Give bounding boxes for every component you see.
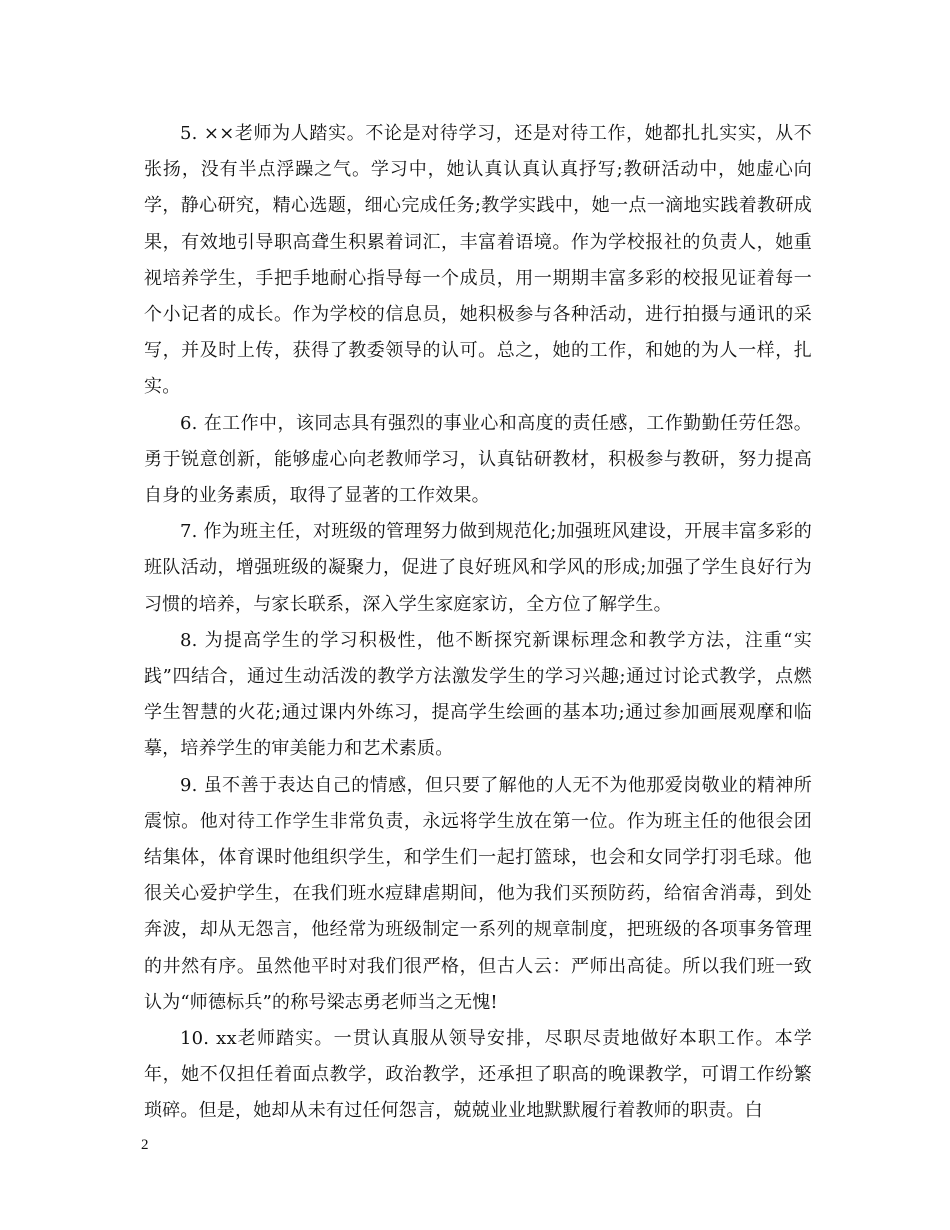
paragraph-8: 8. 为提高学生的学习积极性，他不断探究新课标理念和教学方法，注重“实践”四结合，通过生动活泼的教学方法激发学生的学习兴趣;通过讨论式教学，点燃学生智慧的火花;通过课内外练习，提高学生绘画的基本功;通过参加画展观摩和临摹，培养学生的审美能力和艺术素质。 — [144, 629, 812, 760]
paragraph-9: 9. 虽不善于表达自己的情感，但只要了解他的人无不为他那爱岗敬业的精神所震惊。他对待工作学生非常负责，永远将学生放在第一位。作为班主任的他很会团结集体，体育课时他组织学生，和学生们一起打篮球，也会和女同学打羽毛球。他很关心爱护学生，在我们班水痘肆虐期间，他为我们买预防药，给宿舍消毒，到处奔波，却从无怨言，他经常为班级制定一系列的规章制度，把班级的各项事务管理的井然有序。虽然他平时对我们很严格，但古人云：严师出高徒。所以我们班一致认为“师德标兵”的称号梁志勇老师当之无愧! — [144, 774, 812, 1013]
page-number: 2 — [141, 1137, 149, 1153]
paragraph-10: 10. xx老师踏实。一贯认真服从领导安排，尽职尽责地做好本职工作。本学年，她不仅担任着面点教学，政治教学，还承担了职高的晚课教学，可谓工作纷繁琐碎。但是，她却从未有过任何怨言，兢兢业业地默默履行着教师的职责。白 — [144, 1028, 812, 1122]
paragraph-6: 6. 在工作中，该同志具有强烈的事业心和高度的责任感，工作勤勤任劳任怨。勇于锐意创新，能够虚心向老教师学习，认真钻研教材，积极参与教研，努力提高自身的业务素质，取得了显著的工作效果。 — [144, 412, 812, 507]
paragraph-7: 7. 作为班主任，对班级的管理努力做到规范化;加强班风建设，开展丰富多彩的班队活动，增强班级的凝聚力，促进了良好班风和学风的形成;加强了学生良好行为习惯的培养，与家长联系，深入学生家庭家访，全方位了解学生。 — [144, 521, 812, 615]
body-text — [144, 116, 812, 1130]
paragraph-5: 5. ××老师为人踏实。不论是对待学习，还是对待工作，她都扎扎实实，从不张扬，没有半点浮躁之气。学习中，她认真认真认真抒写;教研活动中，她虚心向学，静心研究，精心选题，细心完成任务;教学实践中，她一点一滴地实践着教研成果，有效地引导职高聋生积累着词汇，丰富着语境。作为学校报社的负责人，她重视培养学生，手把手地耐心指导每一个成员，用一期期丰富多彩的校报见证着每一个小记者的成长。作为学校的信息员，她积极参与各种活动，进行拍摄与通讯的采写，并及时上传，获得了教委领导的认可。总之，她的工作，和她的为人一样，扎实。 — [144, 123, 812, 398]
